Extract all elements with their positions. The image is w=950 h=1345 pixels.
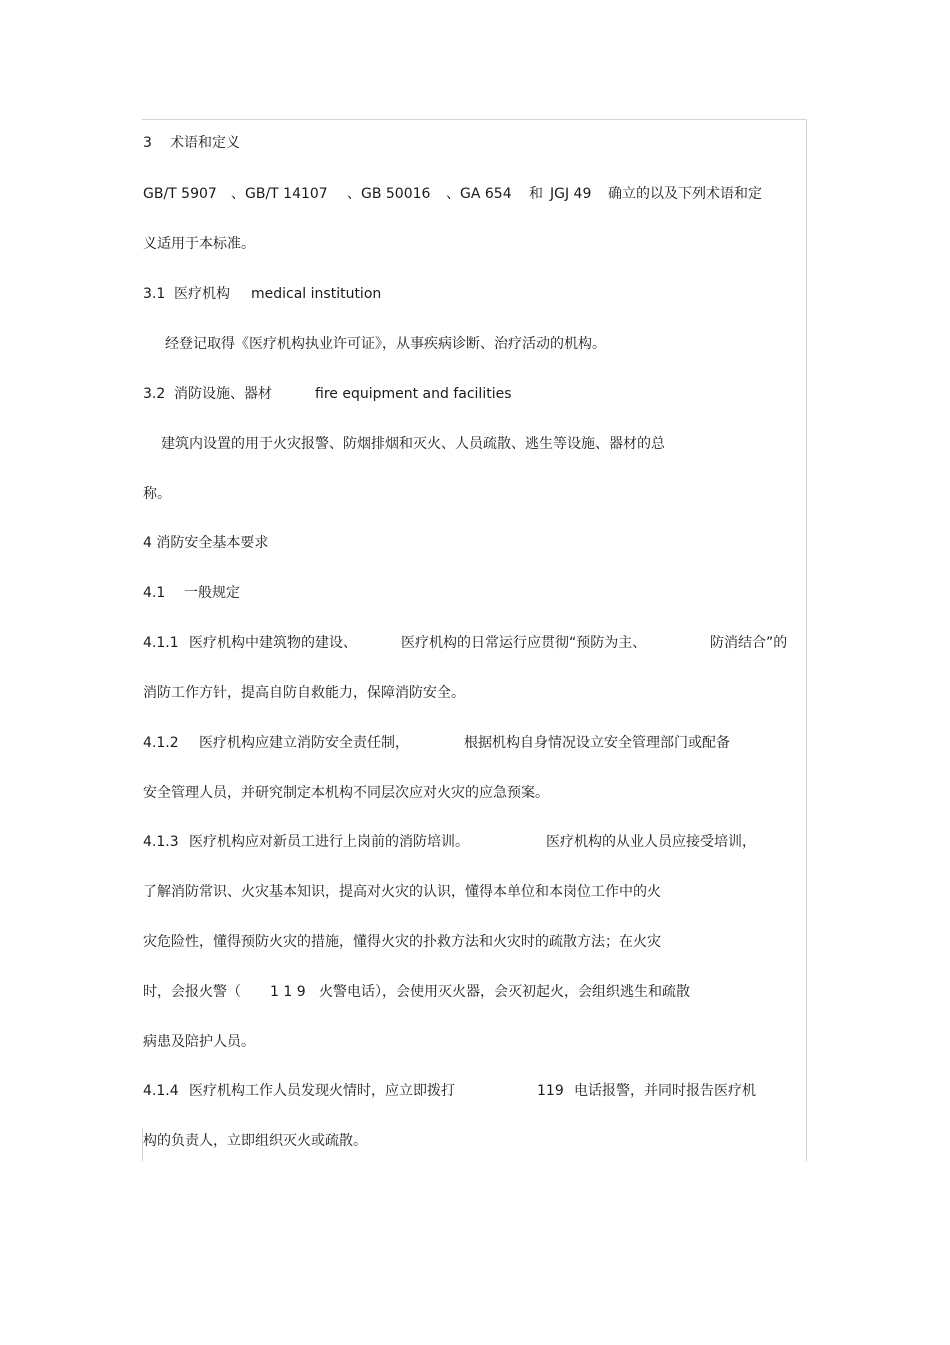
- text-segment: 电话报警，并同时报告医疗机: [574, 1083, 756, 1099]
- text-segment: 义适用于本标准。: [143, 236, 255, 252]
- standard-ref: JGJ 49: [550, 186, 592, 202]
- text-segment: 和: [529, 186, 543, 202]
- text-segment: 病患及陪护人员。: [143, 1034, 255, 1050]
- term-english: medical institution: [251, 286, 382, 302]
- term-number: 3.1: [143, 286, 166, 302]
- text-segment: 确立的以及下列术语和定: [608, 186, 762, 202]
- text-segment: 构的负责人，立即组织灭火或疏散。: [143, 1133, 367, 1149]
- text-segment: 建筑内设置的用于火灾报警、防烟排烟和灭火、人员疏散、逃生等设施、器材的总: [161, 436, 665, 452]
- term-chinese: 消防设施、器材: [174, 386, 272, 402]
- clause-number: 4.1.1: [143, 635, 179, 651]
- text-segment: 医疗机构中建筑物的建设、: [189, 635, 357, 651]
- term-chinese: 医疗机构: [174, 286, 230, 302]
- text-segment: 了解消防常识、火灾基本知识，提高对火灾的认识，懂得本单位和本岗位工作中的火: [143, 884, 661, 900]
- text-segment: 安全管理人员，并研究制定本机构不同层次应对火灾的应急预案。: [143, 785, 549, 801]
- standard-ref: 、GB 50016: [347, 186, 431, 202]
- clause-number: 4.1.3: [143, 834, 179, 850]
- clause-number: 4.1.4: [143, 1083, 179, 1099]
- text-segment: 根据机构自身情况设立安全管理部门或配备: [464, 735, 730, 751]
- text-segment: 医疗机构应对新员工进行上岗前的消防培训。: [189, 834, 469, 850]
- phone-number: 119: [537, 1083, 564, 1099]
- standard-ref: 、GA 654: [446, 186, 512, 202]
- section-title: 术语和定义: [170, 135, 240, 151]
- text-segment: 经登记取得《医疗机构执业许可证》，从事疾病诊断、治疗活动的机构。: [165, 336, 606, 352]
- section-title: 4 消防安全基本要求: [143, 535, 269, 551]
- text-segment: 医疗机构的日常运行应贯彻“预防为主、: [401, 635, 647, 651]
- term-english: fire equipment and facilities: [315, 386, 512, 402]
- text-segment: 医疗机构应建立消防安全责任制，: [199, 735, 409, 751]
- text-segment: 称。: [143, 486, 171, 502]
- clause-number: 4.1: [143, 585, 166, 601]
- text-segment: 火警电话），会使用灭火器，会灭初起火，会组织逃生和疏散: [319, 984, 690, 1000]
- text-segment: 灾危险性，懂得预防火灾的措施，懂得火灾的扑救方法和火灾时的疏散方法；在火灾: [143, 934, 661, 950]
- text-segment: 医疗机构的从业人员应接受培训，: [546, 834, 756, 850]
- clause-title: 一般规定: [184, 585, 240, 601]
- page-border-top: [142, 119, 807, 120]
- text-segment: 防消结合”的: [710, 635, 788, 651]
- term-number: 3.2: [143, 386, 166, 402]
- standard-ref: 、GB/T 14107: [231, 186, 328, 202]
- text-segment: 医疗机构工作人员发现火情时，应立即拨打: [189, 1083, 455, 1099]
- text-segment: 消防工作方针，提高自防自救能力，保障消防安全。: [143, 685, 465, 701]
- phone-number: 1 1 9: [270, 984, 306, 1000]
- clause-number: 4.1.2: [143, 735, 179, 751]
- section-number: 3: [143, 135, 152, 151]
- standard-ref: GB/T 5907: [143, 186, 217, 202]
- page-border-right: [806, 119, 807, 1161]
- text-segment: 时，会报火警（: [143, 984, 241, 1000]
